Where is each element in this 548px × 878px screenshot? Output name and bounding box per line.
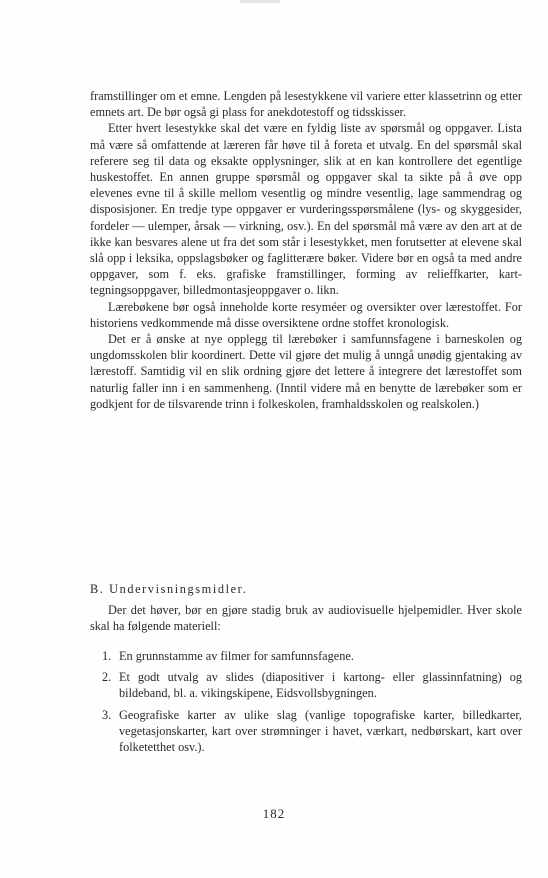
paragraph-continuation: framstillinger om et emne. Lengden på lesestykkene vil variere etter klassetrinn og etter emnets art. De bør også gi plass for anekdotestoff og tidsskisser. bbox=[90, 89, 522, 120]
scan-edge-mark bbox=[240, 0, 280, 3]
list-item-number: 3. bbox=[102, 707, 112, 722]
section-intro-text bbox=[90, 602, 522, 634]
list-item-text: Et godt utvalg av slides (diapositiver i kartong- eller glassinnfatning) og bildeband, bl. a. vikingskipene, Eidsvollsbygningen. bbox=[119, 670, 522, 701]
list-item-text: Geografiske karter av ulike slag (vanlige topografiske karter, billedkarter, vegetasjonskarter, kart over strømninger i havet, værkart, nedbørskart, kart over folketetthet osv.). bbox=[119, 707, 522, 755]
page-number: 182 bbox=[262, 806, 286, 821]
materials-list bbox=[90, 648, 522, 760]
list-item bbox=[90, 669, 522, 701]
list-item-number: 2. bbox=[102, 670, 112, 685]
list-item-number: 1. bbox=[102, 649, 112, 663]
list-item bbox=[90, 648, 522, 664]
paragraph-teaching-aids: Der det høver, bør en gjøre stadig bruk av audiovisuelle hjelpemidler. Hver skole skal ha følgende materiell: bbox=[90, 603, 522, 634]
body-text bbox=[90, 88, 522, 412]
paragraph-coordination: Det er å ønske at nye opplegg til lærebøker i samfunnsfagene i barneskolen og ungdomsskolen blir koordinert. Dette vil gjøre det mulig å unngå unødig gjentaking av lærestoff. Samtidig vil en slik ordning gjøre det lettere å integrere det lærestoffet som naturlig faller inn i en sammenheng. (Inntil videre må en benytte de lærebøker som er godkjent for de tilsvarende trinn i folkeskolen, framhaldsskolen og realskolen.) bbox=[90, 332, 522, 411]
list-item bbox=[90, 707, 522, 756]
paragraph-questions: Etter hvert lesestykke skal det være en fyldig liste av spørsmål og oppgaver. Lista må være så omfattende at læreren får høve til å foreta et utvalg. En del spørsmål skal referere seg til data og eksakte opplysninger, slik at en kan kontrollere det egentlige huskestoffet. En annen gruppe spørsmål og oppgaver skal ta sikte på å øve opp elevenes evne til å skille mellom vesentlig og mindre vesentlig, lage sammendrag og disposisjoner. En tredje type oppgaver er vurderingsspørsmålene (lys- og skyggesider, fordeler — ulemper, årsak — virkning, osv.). En del spørsmål må være av den art at de ikke kan besvares alene ut fra det som står i lesestykket, men forutsetter at elevene skal slå opp i leksika, oppslagsbøker og faglitterære bøker. Videre bør en også ta med andre oppgaver, som f. eks. grafiske framstillinger, forming av relieffkarter, kart-tegningsoppgaver, billedmontasjeoppgaver o. likn. bbox=[90, 121, 522, 298]
paragraph-summaries: Lærebøkene bør også inneholde korte resyméer og oversikter over lærestoffet. For historiens vedkommende må disse oversiktene ordne stoffet kronologisk. bbox=[90, 299, 522, 330]
list-item-text: En grunnstamme av filmer for samfunnsfagene. bbox=[119, 649, 354, 663]
section-heading: B. Undervisningsmidler. bbox=[90, 582, 248, 596]
